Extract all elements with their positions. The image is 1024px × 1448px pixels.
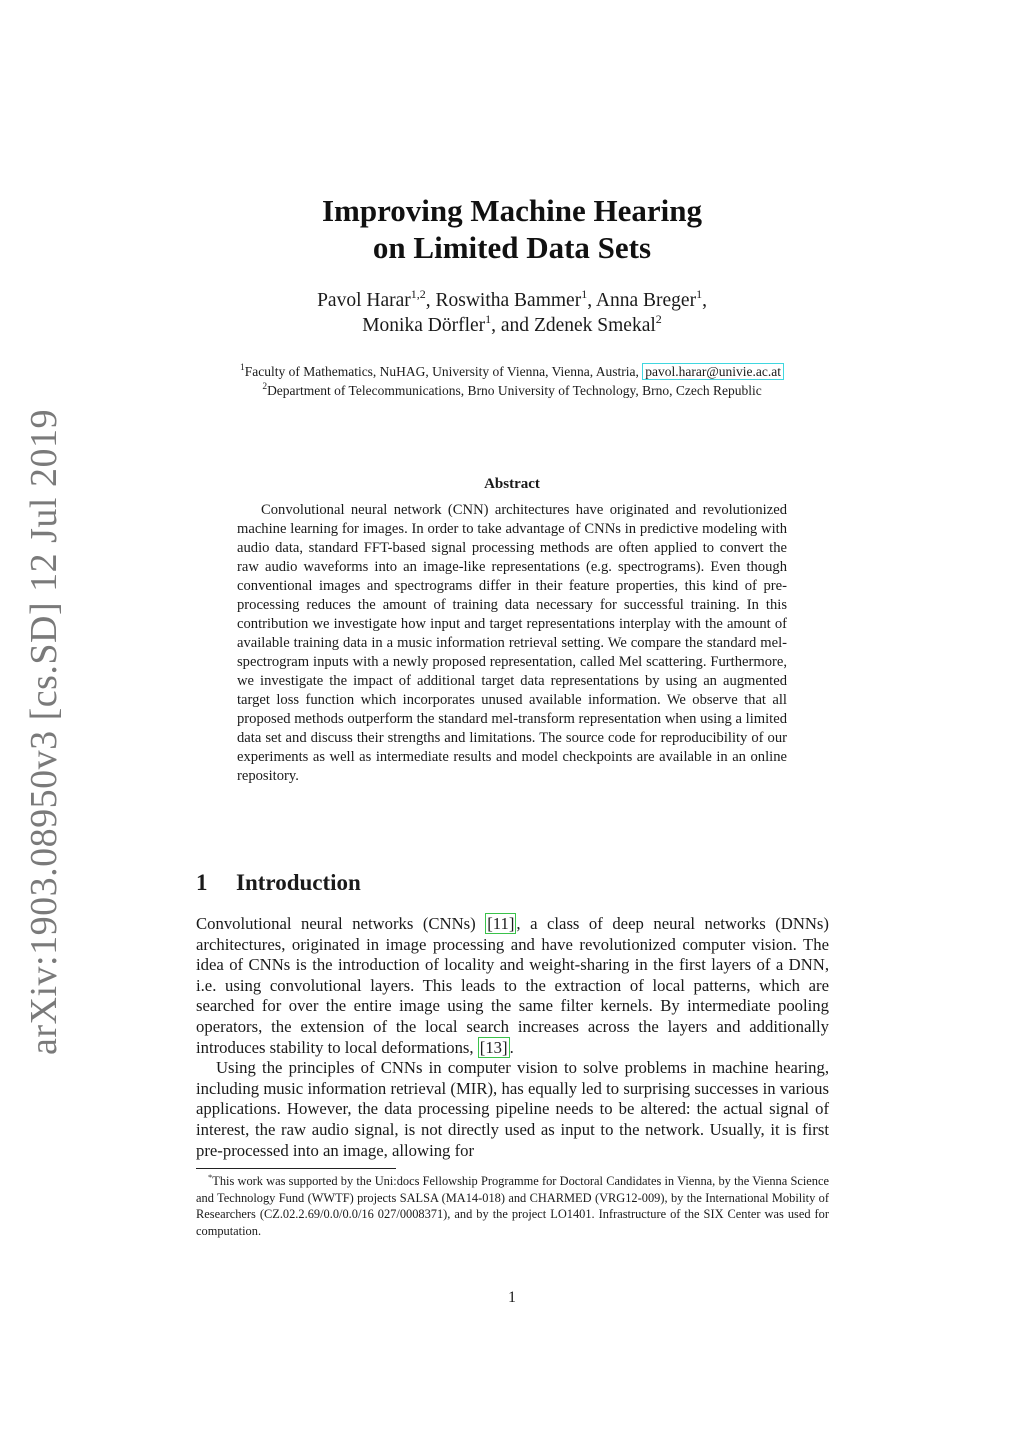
abstract-text: Convolutional neural network (CNN) architectures have originated and revolutionized machine learning for images. In order to take advantage of CNNs in predictive modeling with audio data, standard FFT-based signal processing methods are often applied to convert the raw audio waveforms into an image-like representations (e.g. spectrograms). Even though conventional images and spectrograms differ in their feature properties, this kind of pre-processing reduces the amount of training data necessary for successful training. In this contribution we investigate how input and target representations interplay with the amount of available training data in a music information retrieval setting. We compare the standard mel-spectrogram inputs with a newly proposed representation, called Mel scattering. Furthermore, we investigate the impact of additional target data representations by using an augmented target loss function which incorporates unused available information. We observe that all proposed methods outperform the standard mel-transform representation when using a limited data set and discuss their strengths and limitations. The source code for reproducibility of our experiments as well as intermediate results and model checkpoints are available in an online repository. [237,502,787,784]
author-email-link[interactable]: pavol.harar@univie.ac.at [642,363,784,380]
author-affiliation-mark: 1 [485,312,492,326]
footnote-divider [196,1168,396,1169]
citation-link[interactable]: [11] [487,914,515,933]
paragraph-text: , a class of deep neural networks (DNNs) architectures, originated in image processing and have revolutionized computer vision. The idea of CNNs is the introduction of locality and weight-sharing in the first layers of a DNN, i.e. using convolutional layers. This leads to the extraction of local patterns, which are searched for over the entire image using the same filter kernels. By intermediate pooling operators, the extension of the local search increases across the layers and additionally introduces stability to local deformations, [196,914,829,1057]
author-name: Monika Dörfler [362,315,486,336]
footnote [196,1173,829,1239]
affiliation-text: Department of Telecommunications, Brno University of Technology, Brno, Czech Republic [267,383,762,398]
paragraph-text: Convolutional neural networks (CNNs) [196,914,486,933]
section-title: Introduction [236,870,361,895]
affiliation-2 [0,381,1024,400]
paragraph [196,914,829,1058]
author-name: Roswitha Bammer [435,290,582,311]
author-affiliation-mark: 1 [696,287,703,301]
author-separator: , and [491,315,534,336]
author-line-1 [0,288,1024,313]
footnote-marker: * [208,1172,213,1182]
author-name: Pavol Harar [317,290,411,311]
citation-link[interactable]: [13] [479,1037,508,1057]
author-name: Anna Breger [595,290,697,311]
affiliation-1 [0,362,1024,381]
title-line-1: Improving Machine Hearing [321,193,703,228]
affiliation-text: Faculty of Mathematics, NuHAG, University of Vienna, Vienna, Austria, [244,364,643,379]
paragraph-text: . [509,1037,514,1057]
author-affiliation-mark: 1,2 [410,287,426,301]
author-line-2 [0,313,1024,338]
affiliation-mark: 2 [262,382,268,392]
section-number: 1 [196,870,208,895]
affiliations [0,362,1024,400]
affiliation-mark: 1 [239,363,245,373]
author-name: Zdenek Smekal [533,315,656,336]
author-list [0,288,1024,338]
author-affiliation-mark: 1 [581,287,588,301]
body-text [196,914,829,1161]
author-separator: , [587,290,596,311]
author-separator: , [425,290,436,311]
abstract-heading: Abstract [484,476,540,492]
section-heading [196,870,361,896]
footnote-text [196,1173,829,1239]
page-number: 1 [508,1289,516,1306]
arxiv-identifier-stamp: arXiv:1903.08950v3 [cs.SD] 12 Jul 2019 [23,409,65,1055]
paragraph: Using the principles of CNNs in computer vision to solve problems in machine hearing, including music information retrieval (MIR), has equally led to surprising successes in various applications. However, the data processing pipeline needs to be altered: the actual signal of interest, the raw audio signal, is not directly used as input to the network. Usually, it is first pre-processed into an image, allowing for [196,1058,829,1160]
author-separator: , [702,290,707,311]
title-line-2: on Limited Data Sets [372,230,652,265]
paper-title [0,192,1024,266]
footnote-body: This work was supported by the Uni:docs Fellowship Programme for Doctoral Candidates in Vienna, by the Vienna Science and Technology Fund (WWTF) projects SALSA (MA14-018) and CHARMED (VRG12-009), by the International Mobility of Researchers (CZ.02.2.69/0.0/0.0/16 027/0008371), and by the project LO1401. Infrastructure of the SIX Center was used for computation. [196,1174,829,1238]
author-affiliation-mark: 2 [655,312,662,326]
